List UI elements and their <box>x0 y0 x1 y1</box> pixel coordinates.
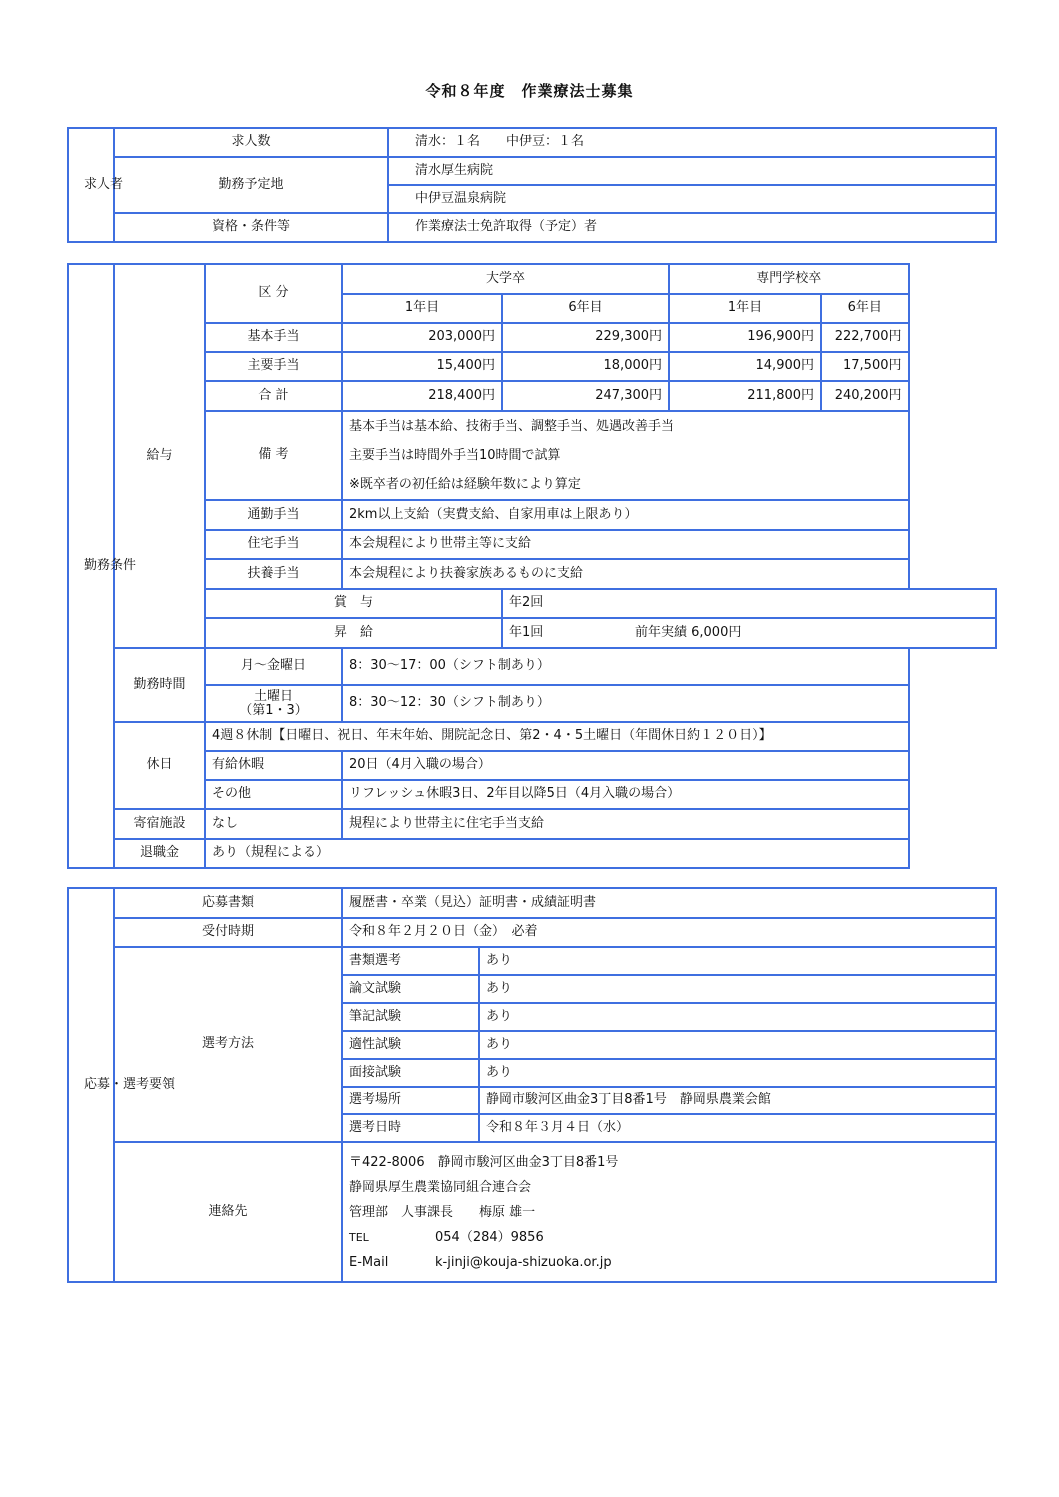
vocational-header: 専門学校卒 <box>669 264 908 294</box>
commute-label: 通勤手当 <box>205 500 342 530</box>
section2-label-cell <box>68 264 137 868</box>
openings-value: 清水：１名 中伊豆：１名 <box>388 128 996 157</box>
selection-label-1: 書類選考 <box>342 947 479 975</box>
saturday-value: 8：30～12：30（シフト制あり） <box>342 685 909 722</box>
tel-label: TEL <box>349 1230 369 1244</box>
basic-voc-1: 196,900円 <box>669 323 821 352</box>
total-univ-1: 218,400円 <box>342 381 502 411</box>
openings-label: 求人数 <box>114 128 388 157</box>
qualification-value: 作業療法士免許取得（予定）者 <box>388 213 996 242</box>
other-leave-value: リフレッシュ休暇3日、2年目以降5日（4月入職の場合） <box>342 780 909 809</box>
weekday-label: 月～金曜日 <box>205 648 342 685</box>
selection-value-3: あり <box>479 1003 996 1031</box>
basic-allowance-label: 基本手当 <box>205 323 342 352</box>
main-univ-1: 15,400円 <box>342 352 502 381</box>
holiday-label: 休日 <box>114 722 205 809</box>
main-voc-6: 17,500円 <box>821 352 908 381</box>
dorm-note: 規程により世帯主に住宅手当支給 <box>342 809 909 839</box>
selection-value-5: あり <box>479 1059 996 1087</box>
remark-2: 主要手当は時間外手当10時間で試算 <box>349 448 561 463</box>
main-allowance-label: 主要手当 <box>205 352 342 381</box>
basic-univ-1: 203,000円 <box>342 323 502 352</box>
contact-postal: 〒422-8006 静岡市駿河区曲金3丁目8番1号 <box>349 1154 619 1170</box>
contact-tel-row <box>349 1225 989 1250</box>
deadline-value: 令和８年２月２０日（金） 必着 <box>342 918 996 947</box>
salary-label: 給与 <box>114 264 205 648</box>
location-1: 清水厚生病院 <box>388 157 996 185</box>
raise-value: 年1回 <box>509 624 544 640</box>
voc-year6: 6年目 <box>821 294 908 323</box>
selection-label-5: 面接試験 <box>342 1059 479 1087</box>
selection-value-1: あり <box>479 947 996 975</box>
total-univ-6: 247,300円 <box>502 381 669 411</box>
main-univ-6: 18,000円 <box>502 352 669 381</box>
contact-label: 連絡先 <box>114 1142 342 1282</box>
housing-value: 本会規程により世帯主等に支給 <box>342 530 909 559</box>
paid-leave-value: 20日（4月入職の場合） <box>342 751 909 780</box>
selection-label-6: 選考場所 <box>342 1087 479 1114</box>
raise-note: 前年実績 6,000円 <box>635 624 742 640</box>
deadline-label: 受付時期 <box>114 918 342 947</box>
paid-leave-label: 有給休暇 <box>205 751 342 780</box>
saturday-label-cell <box>205 685 342 722</box>
univ-year1: 1年目 <box>342 294 502 323</box>
family-value: 本会規程により扶養家族あるものに支給 <box>342 559 909 589</box>
selection-value-4: あり <box>479 1031 996 1059</box>
dorm-label: 寄宿施設 <box>114 809 205 839</box>
bonus-value: 年2回 <box>502 589 996 618</box>
location-label: 勤務予定地 <box>114 157 388 213</box>
page-title: 令和８年度 作業療法士募集 <box>425 82 634 100</box>
total-label: 合 計 <box>205 381 342 411</box>
section1-label-cell <box>68 128 124 242</box>
application-table <box>67 887 997 1283</box>
raise-label: 昇 給 <box>205 618 502 648</box>
basic-univ-6: 229,300円 <box>502 323 669 352</box>
main-voc-1: 14,900円 <box>669 352 821 381</box>
basic-voc-6: 222,700円 <box>821 323 908 352</box>
contact-email-row <box>349 1250 989 1275</box>
univ-year6: 6年目 <box>502 294 669 323</box>
saturday-label: 土曜日 <box>253 688 293 704</box>
kubun-label: 区 分 <box>205 264 342 323</box>
selection-label-2: 論文試験 <box>342 975 479 1003</box>
housing-label: 住宅手当 <box>205 530 342 559</box>
tel-value: 054（284）9856 <box>435 1229 544 1245</box>
raise-cell <box>502 618 996 648</box>
location-2: 中伊豆温泉病院 <box>388 185 996 213</box>
commute-value: 2km以上支給（実費支給、自家用車は上限あり） <box>342 500 909 530</box>
section3-label: 応募・選考要領 <box>84 1076 176 1092</box>
family-label: 扶養手当 <box>205 559 342 589</box>
email-label: E-Mail <box>349 1254 389 1270</box>
email-value[interactable]: k-jinji@kouja-shizuoka.or.jp <box>435 1254 612 1270</box>
retire-label: 退職金 <box>114 839 205 868</box>
selection-value-7: 令和８年３月４日（水） <box>479 1114 996 1142</box>
section2-label: 勤務条件 <box>84 557 137 573</box>
employer-table <box>67 127 997 243</box>
holiday-value: 4週８休制【日曜日、祝日、年末年始、開院記念日、第2・4・5土曜日（年間休日約１２０日）】 <box>205 722 909 751</box>
qualification-label: 資格・条件等 <box>114 213 388 242</box>
selection-value-6: 静岡市駿河区曲金3丁目8番1号 静岡県農業会館 <box>479 1087 996 1114</box>
other-leave-label: その他 <box>205 780 342 809</box>
saturday-sub: （第1・3） <box>239 702 308 718</box>
selection-value-2: あり <box>479 975 996 1003</box>
selection-label-4: 適性試験 <box>342 1031 479 1059</box>
voc-year1: 1年目 <box>669 294 821 323</box>
contact-cell <box>342 1142 996 1282</box>
section1-label: 求人者 <box>84 176 124 192</box>
remark-1: 基本手当は基本給、技術手当、調整手当、処遇改善手当 <box>349 419 675 434</box>
hours-label: 勤務時間 <box>114 648 205 722</box>
docs-label: 応募書類 <box>114 888 342 918</box>
selection-label-7: 選考日時 <box>342 1114 479 1142</box>
univ-header: 大学卒 <box>342 264 669 294</box>
contact-person: 管理部 人事課長 梅原 雄一 <box>349 1204 536 1220</box>
retire-value: あり（規程による） <box>205 839 909 868</box>
weekday-value: 8：30～17：00（シフト制あり） <box>342 648 909 685</box>
dorm-value: なし <box>205 809 342 839</box>
contact-org: 静岡県厚生農業協同組合連合会 <box>349 1179 532 1195</box>
total-voc-6: 240,200円 <box>821 381 908 411</box>
remarks-label: 備 考 <box>205 411 342 500</box>
selection-label-3: 筆記試験 <box>342 1003 479 1031</box>
selection-label: 選考方法 <box>114 947 342 1142</box>
bonus-label: 賞 与 <box>205 589 502 618</box>
section3-label-cell <box>68 888 176 1282</box>
total-voc-1: 211,800円 <box>669 381 821 411</box>
working-conditions-table <box>67 263 997 869</box>
docs-value: 履歴書・卒業（見込）証明書・成績証明書 <box>342 888 996 918</box>
remarks-cell <box>342 411 909 500</box>
remark-3: ※既卒者の初任給は経験年数により算定 <box>349 477 581 492</box>
